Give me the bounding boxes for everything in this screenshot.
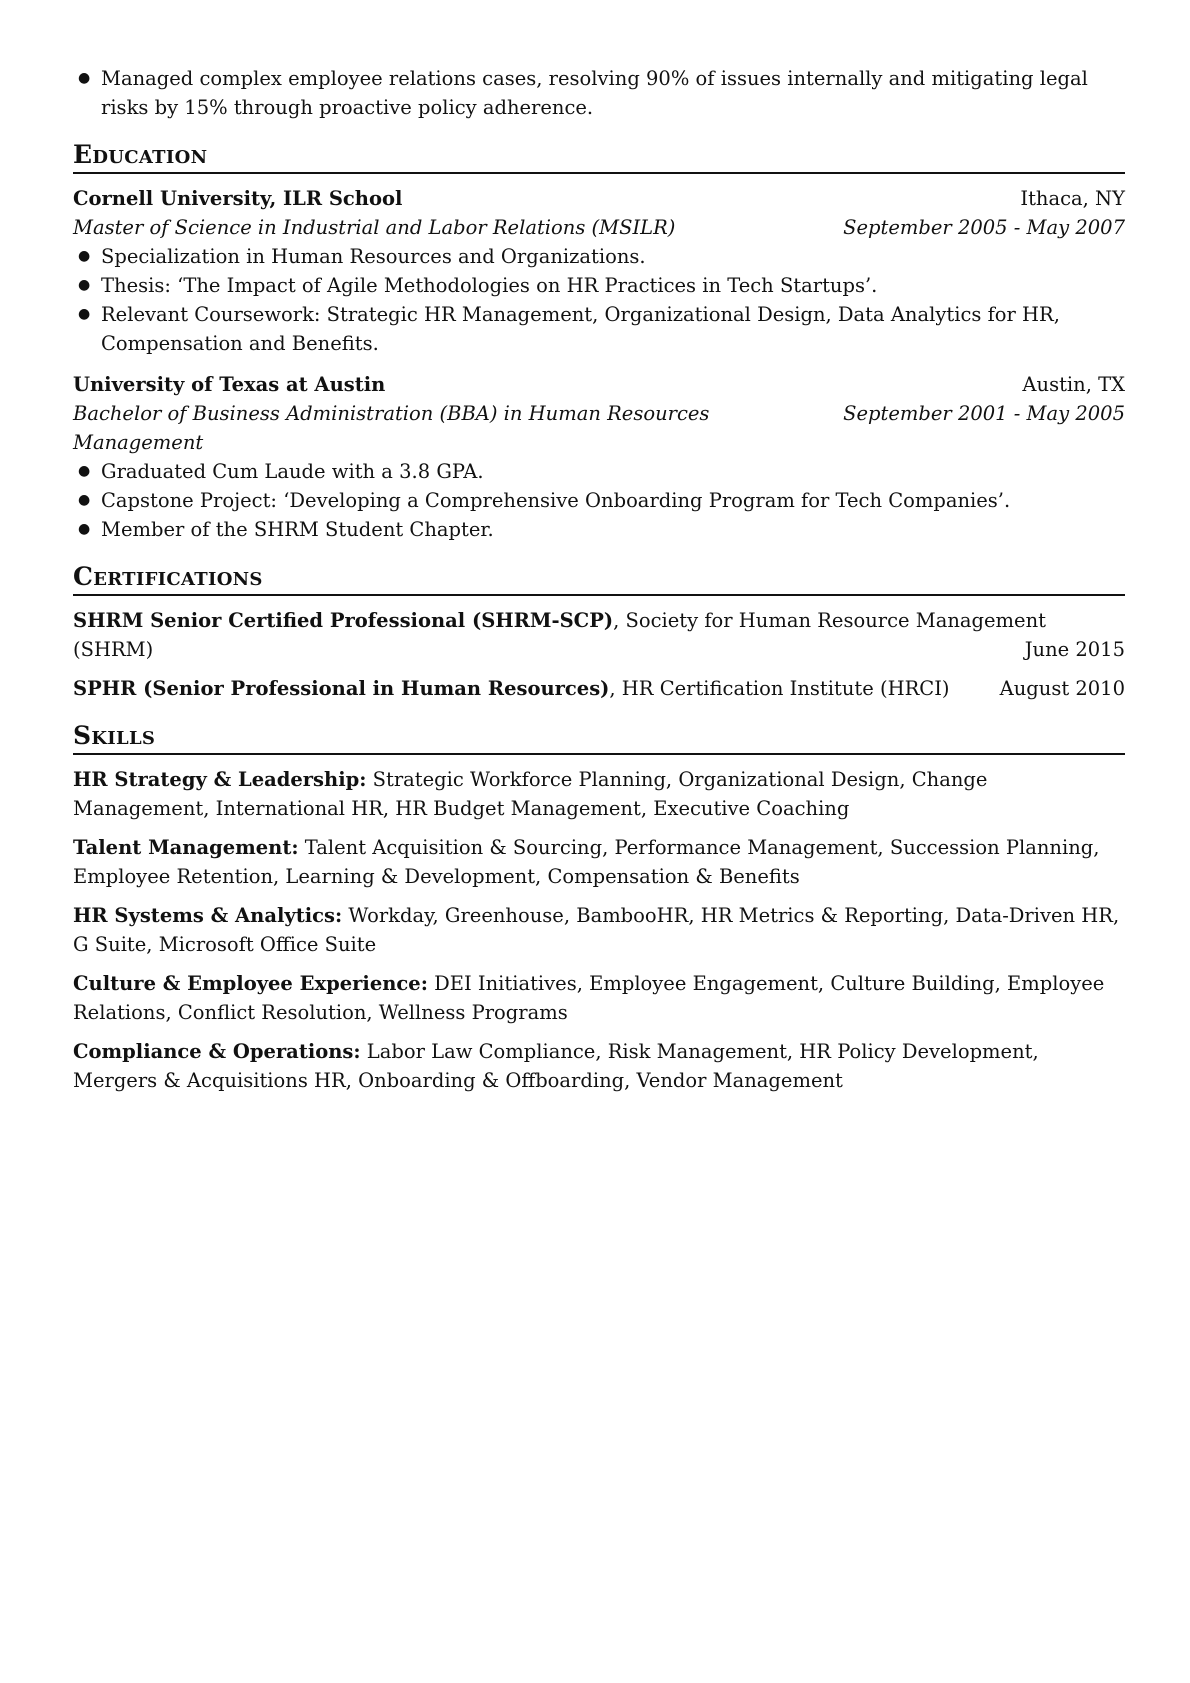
experience-bullet bbox=[73, 64, 1125, 122]
education-header-row bbox=[73, 184, 1125, 213]
experience-bullet-text: Managed complex employee relations cases, resolving 90% of issues internally and mitigating legal risks by 15% through proactive policy adherence. bbox=[101, 67, 1088, 119]
bullet-icon: ● bbox=[78, 248, 91, 264]
resume-content bbox=[73, 64, 1125, 1095]
skill-label: Culture & Employee Experience: bbox=[73, 972, 428, 995]
education-bullet-text: Capstone Project: ‘Developing a Comprehensive Onboarding Program for Tech Companies’. bbox=[101, 489, 1011, 512]
education-bullet bbox=[73, 515, 1125, 544]
certification-name: SHRM Senior Certified Professional (SHRM-SCP) bbox=[73, 609, 614, 632]
skill-label: Compliance & Operations: bbox=[73, 1040, 361, 1063]
education-bullet-text: Member of the SHRM Student Chapter. bbox=[101, 518, 494, 541]
certification-date: June 2015 bbox=[1024, 638, 1125, 661]
skills-section bbox=[73, 721, 1125, 1095]
certification-date: August 2010 bbox=[999, 677, 1125, 700]
education-degree-row bbox=[73, 399, 1125, 457]
school-name: University of Texas at Austin bbox=[73, 373, 386, 396]
skill-item bbox=[73, 1037, 1125, 1095]
education-entry bbox=[73, 184, 1125, 358]
school-location: Ithaca, NY bbox=[1020, 187, 1125, 210]
certification-line bbox=[73, 606, 1125, 635]
skills-heading: Skills bbox=[73, 721, 1125, 755]
school-location: Austin, TX bbox=[1022, 373, 1125, 396]
bullet-icon: ● bbox=[78, 463, 91, 479]
skill-text: Labor Law Compliance, Risk Management, HR Policy Development, Mergers & Acquisitions HR, Onboarding & Offboarding, Vendor Management bbox=[73, 1040, 1039, 1092]
certification-issuer-cont: (SHRM) bbox=[73, 638, 154, 661]
certification-line bbox=[73, 635, 1125, 664]
skill-label: Talent Management: bbox=[73, 836, 299, 859]
certification-item bbox=[73, 606, 1125, 664]
education-bullet-list bbox=[73, 242, 1125, 358]
school-name: Cornell University, ILR School bbox=[73, 187, 403, 210]
skill-label: HR Systems & Analytics: bbox=[73, 904, 343, 927]
education-bullet-text: Relevant Coursework: Strategic HR Management, Organizational Design, Data Analytics for HR, Compensation and Benefits. bbox=[101, 303, 1060, 355]
education-bullet-text: Specialization in Human Resources and Organizations. bbox=[101, 245, 646, 268]
education-heading: Education bbox=[73, 140, 1125, 174]
certification-issuer: , Society for Human Resource Management bbox=[613, 609, 1046, 632]
education-bullet bbox=[73, 242, 1125, 271]
bullet-icon: ● bbox=[78, 70, 91, 86]
skill-text: Talent Acquisition & Sourcing, Performance Management, Succession Planning, Employee Retention, Learning & Development, Compensation & Benefits bbox=[73, 836, 1100, 888]
certification-item bbox=[73, 674, 1125, 703]
education-entry bbox=[73, 370, 1125, 544]
certification-issuer: , HR Certification Institute (HRCI) bbox=[609, 677, 950, 700]
skill-item bbox=[73, 765, 1125, 823]
certifications-section bbox=[73, 562, 1125, 703]
education-bullet-text: Thesis: ‘The Impact of Agile Methodologies on HR Practices in Tech Startups’. bbox=[101, 274, 878, 297]
bullet-icon: ● bbox=[78, 306, 91, 322]
skill-text: Strategic Workforce Planning, Organizational Design, Change Management, International HR, HR Budget Management, Executive Coaching bbox=[73, 768, 988, 820]
education-section bbox=[73, 140, 1125, 544]
bullet-icon: ● bbox=[78, 277, 91, 293]
education-bullet bbox=[73, 457, 1125, 486]
degree-name: Bachelor of Business Administration (BBA) in Human Resources Management bbox=[73, 402, 710, 454]
skill-text: Workday, Greenhouse, BambooHR, HR Metrics & Reporting, Data-Driven HR, G Suite, Microsoft Office Suite bbox=[73, 904, 1120, 956]
degree-name: Master of Science in Industrial and Labor Relations (MSILR) bbox=[73, 216, 676, 239]
skill-item bbox=[73, 901, 1125, 959]
bullet-icon: ● bbox=[78, 492, 91, 508]
skill-item bbox=[73, 833, 1125, 891]
education-degree-row bbox=[73, 213, 1125, 242]
education-bullet bbox=[73, 271, 1125, 300]
skill-item bbox=[73, 969, 1125, 1027]
degree-dates: September 2005 - May 2007 bbox=[843, 216, 1125, 239]
certification-line bbox=[73, 674, 1125, 703]
experience-bullet-list bbox=[73, 64, 1125, 122]
certifications-heading: Certifications bbox=[73, 562, 1125, 596]
certification-name: SPHR (Senior Professional in Human Resources) bbox=[73, 677, 610, 700]
skill-text: DEI Initiatives, Employee Engagement, Culture Building, Employee Relations, Conflict Resolution, Wellness Programs bbox=[73, 972, 1105, 1024]
degree-dates: September 2001 - May 2005 bbox=[843, 402, 1125, 425]
education-bullet bbox=[73, 300, 1125, 358]
education-header-row bbox=[73, 370, 1125, 399]
bullet-icon: ● bbox=[78, 521, 91, 537]
skill-label: HR Strategy & Leadership: bbox=[73, 768, 367, 791]
education-bullet-list bbox=[73, 457, 1125, 544]
education-bullet bbox=[73, 486, 1125, 515]
education-bullet-text: Graduated Cum Laude with a 3.8 GPA. bbox=[101, 460, 484, 483]
